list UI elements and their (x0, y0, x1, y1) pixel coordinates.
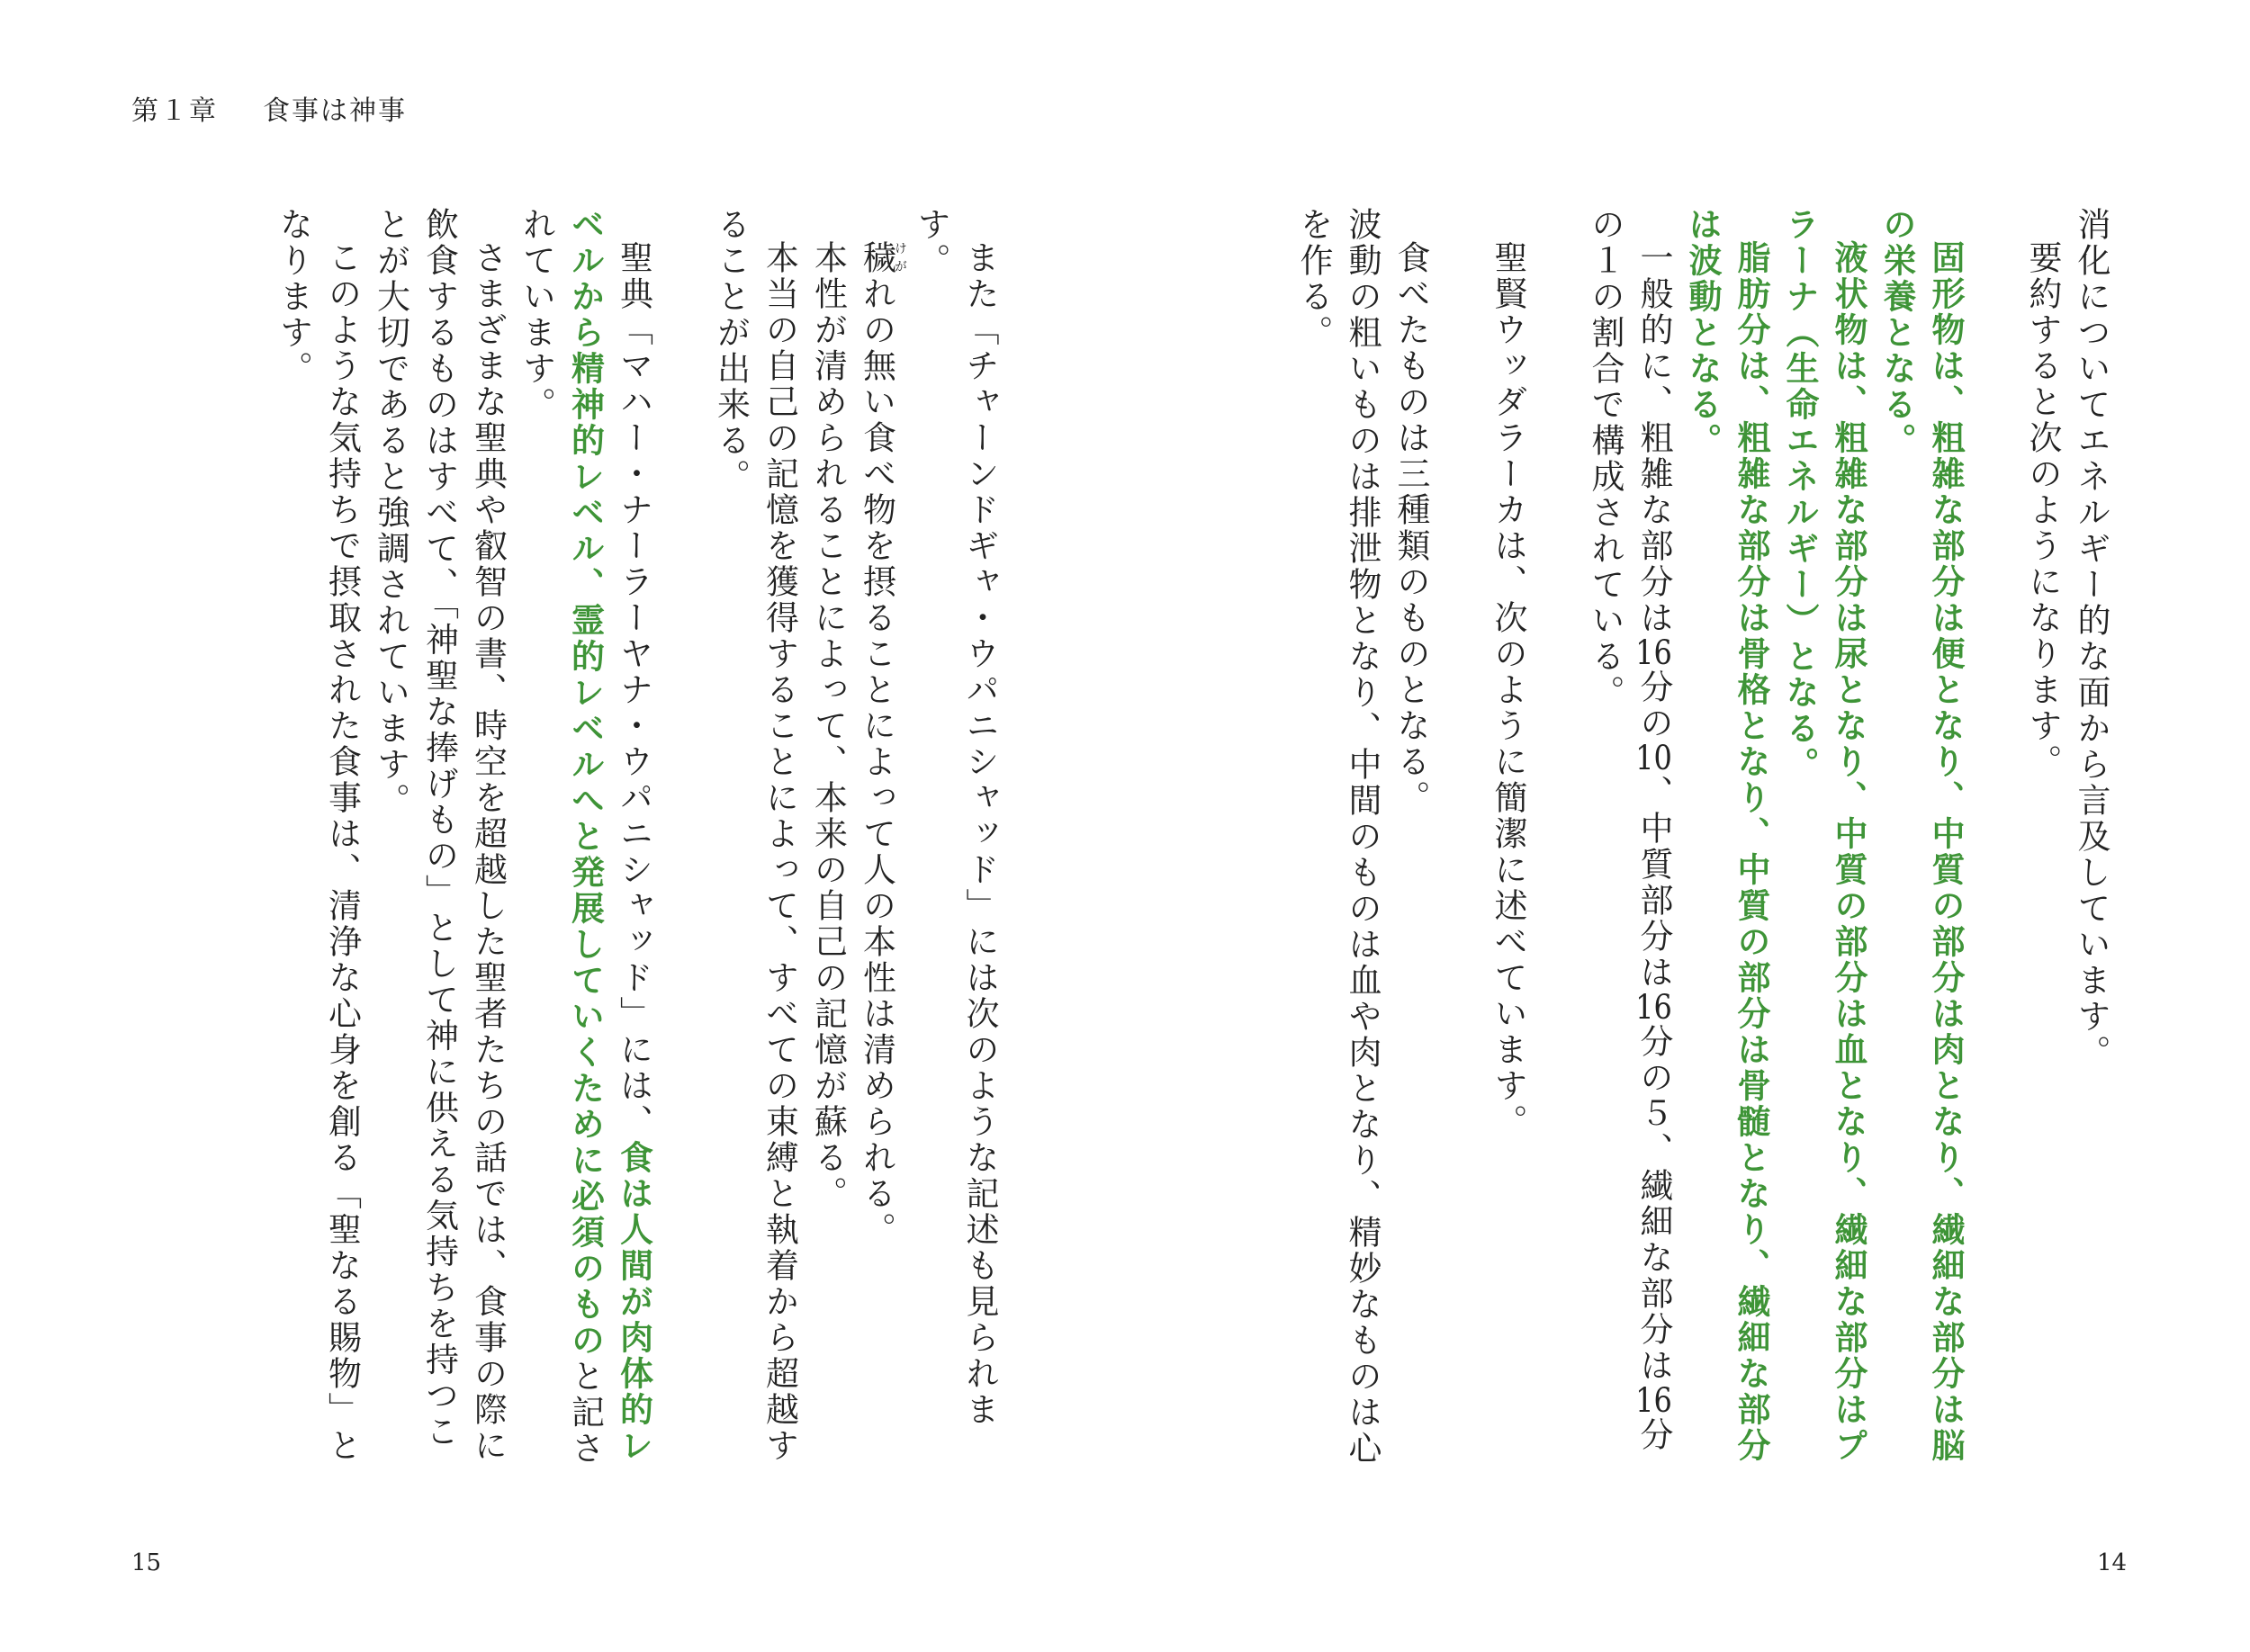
paragraph: 本当の自己の記憶を獲得することによって、すべての束縛と執着から超越することが出来る。 (711, 207, 799, 1464)
emphasis-text: 液状物は、粗雑な部分は尿となり、中質の部分は血となり、繊細な部分はプラーナ（生命エネルギー）となる。 (1780, 207, 1868, 1464)
text-run: 分の１の割合で構成されている。 (1586, 207, 1673, 1453)
ruby-word (857, 240, 907, 276)
right-page-body (1197, 207, 2115, 1485)
emphasis-text: 食は人間が肉体的レベルから精神的レベル、霊的レベルへと発展していくために必須のもの (565, 207, 653, 1464)
chapter-number: 第１章 (131, 95, 218, 127)
paragraph (1580, 207, 1678, 1485)
ruby-reading: けが (893, 240, 907, 276)
paragraph: 波動の粗いものは排泄物となり、中間のものは血や肉となり、精妙なものは心を作る。 (1294, 207, 1382, 1467)
number: 16 (1635, 636, 1672, 669)
page-number-left: 15 (131, 1549, 162, 1576)
emphasis-text: 脂肪分は、粗雑な部分は骨格となり、中質の部分は骨髄となり、繊細な部分は波動となる。 (1683, 207, 1770, 1464)
number: 16 (1635, 991, 1672, 1024)
emphasis-paragraph (1872, 207, 1969, 1485)
number: 10 (1635, 741, 1672, 775)
text-run: と記されています。 (517, 207, 605, 1467)
page-number-right: 14 (2097, 1549, 2128, 1576)
text-run: 分の５、繊細な部分は (1634, 1024, 1673, 1384)
text-run: 分の (1634, 669, 1673, 741)
paragraph: さまざまな聖典や叡智の書、時空を超越した聖者たちの話では、食事の際に飲食するものはすべて、「神聖な捧げもの」として神に供える気持ちを持つことが大切であると強調されています。 (371, 207, 508, 1464)
paragraph: また「チャーンドギャ・ウパニシャッド」には次のような記述も見られます。 (912, 207, 999, 1428)
paragraph (852, 207, 907, 1485)
emphasis-paragraph (1678, 207, 1775, 1485)
left-page-body (99, 207, 1004, 1485)
text-run: れの無い食べ物を摂ることによって人の本性は清められる。 (857, 276, 896, 1248)
text-run: 一般的に、粗雑な部分は (1634, 240, 1673, 636)
emphasis-paragraph (1775, 207, 1872, 1485)
ruby-base: 穢 (857, 240, 896, 276)
blank-line (658, 207, 706, 1485)
paragraph (512, 207, 658, 1485)
emphasis-text: 固形物は、粗雑な部分は便となり、中質の部分は肉となり、繊細な部分は脳の栄養となる。 (1877, 207, 1965, 1464)
running-header (131, 88, 407, 128)
paragraph: 聖賢ウッダラーカは、次のように簡潔に述べています。 (1489, 240, 1527, 1140)
paragraph: 本性が清められることによって、本来の自己の記憶が蘇る。 (808, 240, 848, 1212)
number: 16 (1635, 1384, 1672, 1417)
text-run: 聖典「マハー・ナーラーヤナ・ウパニシャッド」には、 (614, 240, 653, 1140)
paragraph: このような気持ちで摂取された食事は、清浄な心身を創る「聖なる賜物」となります。 (274, 207, 362, 1464)
chapter-title: 食事は神事 (263, 95, 407, 127)
blank-line (1435, 207, 1483, 1485)
paragraph: 食べたものは三種類のものとなる。 (1391, 240, 1430, 816)
text-run: 、中質部分は (1634, 775, 1673, 991)
paragraph: 消化についてエネルギー的な面から言及しています。 (2072, 207, 2110, 1071)
paragraph: 要約すると次のようになります。 (2023, 240, 2062, 780)
blank-line (1969, 207, 2018, 1485)
blank-line (1532, 207, 1580, 1485)
